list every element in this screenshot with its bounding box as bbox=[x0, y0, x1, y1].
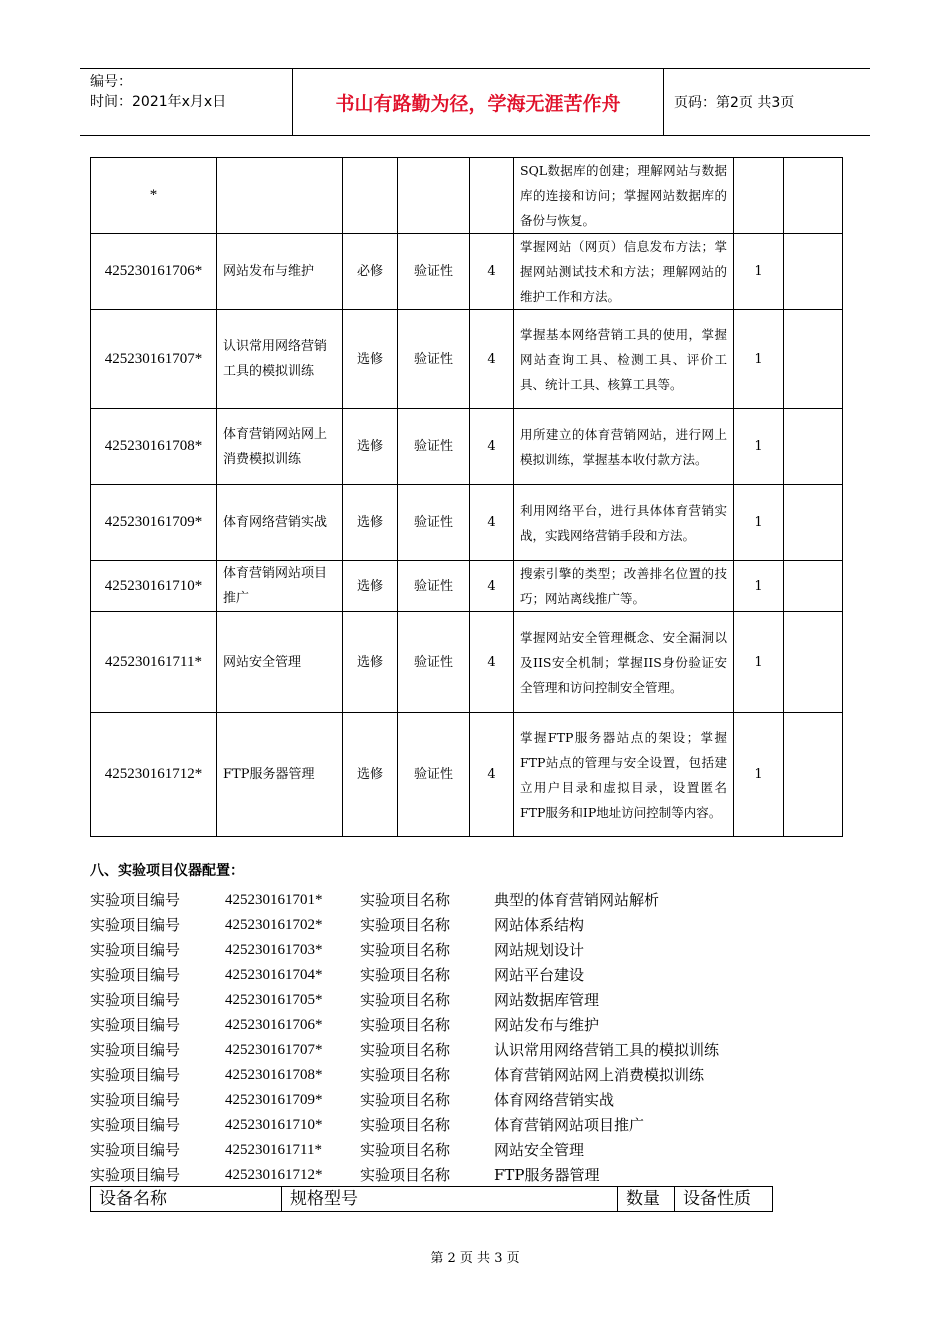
project-content-cell: 掌握基本网络营销工具的使用，掌握网站查询工具、检测工具、评价工具、统计工具、核算工具等。 bbox=[514, 310, 734, 409]
table-row bbox=[91, 310, 843, 409]
project-id: 425230161701* bbox=[225, 892, 323, 908]
header-page-label: 页码：第2页 共3页 bbox=[674, 95, 795, 111]
project-name: FTP服务器管理 bbox=[494, 1166, 600, 1184]
project-extra-cell bbox=[784, 485, 843, 561]
list-item bbox=[90, 938, 790, 963]
equipment-header-row bbox=[91, 1187, 773, 1212]
project-name-cell: FTP服务器管理 bbox=[217, 713, 343, 837]
table-row bbox=[91, 409, 843, 485]
project-list bbox=[90, 888, 790, 1188]
project-id-cell: 425230161708* bbox=[91, 409, 217, 485]
project-category-cell: 验证性 bbox=[398, 409, 470, 485]
project-category-cell: 验证性 bbox=[398, 561, 470, 612]
project-id-cell: * bbox=[91, 158, 217, 234]
project-extra-cell bbox=[784, 561, 843, 612]
project-name-cell: 网站安全管理 bbox=[217, 612, 343, 713]
project-name-label: 实验项目名称 bbox=[360, 1016, 451, 1034]
project-name: 体育营销网站项目推广 bbox=[494, 1116, 645, 1134]
project-content-cell: 掌握网站安全管理概念、安全漏洞以及IIS安全机制；掌握IIS身份验证安全管理和访问控制安全管理。 bbox=[514, 612, 734, 713]
project-id-cell: 425230161709* bbox=[91, 485, 217, 561]
project-groups-cell: 1 bbox=[734, 310, 784, 409]
project-hours-cell: 4 bbox=[470, 713, 514, 837]
project-id: 425230161708* bbox=[225, 1067, 323, 1083]
project-id: 425230161712* bbox=[225, 1167, 323, 1183]
project-id-cell: 425230161712* bbox=[91, 713, 217, 837]
project-extra-cell bbox=[784, 158, 843, 234]
equipment-name-header: 设备名称 bbox=[91, 1187, 282, 1212]
project-hours-cell: 4 bbox=[470, 310, 514, 409]
project-name: 网站发布与维护 bbox=[494, 1016, 600, 1034]
project-type-cell: 选修 bbox=[343, 409, 398, 485]
project-groups-cell: 1 bbox=[734, 409, 784, 485]
project-category-cell: 验证性 bbox=[398, 713, 470, 837]
project-content-cell: 用所建立的体育营销网站，进行网上模拟训练，掌握基本收付款方法。 bbox=[514, 409, 734, 485]
project-type-cell bbox=[343, 158, 398, 234]
project-name-label: 实验项目名称 bbox=[360, 966, 451, 984]
project-id-label: 实验项目编号 bbox=[90, 1041, 181, 1059]
date-line: 时间：2021年x月x日 bbox=[90, 94, 227, 110]
project-content-cell: 掌握FTP服务器站点的架设；掌握FTP站点的管理与安全设置，包括建立用户目录和虚拟目录，设置匿名FTP服务和IP地址访问控制等内容。 bbox=[514, 713, 734, 837]
project-name-label: 实验项目名称 bbox=[360, 991, 451, 1009]
project-name-label: 实验项目名称 bbox=[360, 1091, 451, 1109]
project-id: 425230161711* bbox=[225, 1142, 322, 1158]
project-id-label: 实验项目编号 bbox=[90, 1141, 181, 1159]
project-type-cell: 必修 bbox=[343, 234, 398, 310]
table-row bbox=[91, 561, 843, 612]
project-name-cell bbox=[217, 158, 343, 234]
project-extra-cell bbox=[784, 234, 843, 310]
project-name-cell: 认识常用网络营销工具的模拟训练 bbox=[217, 310, 343, 409]
project-name: 网站体系结构 bbox=[494, 916, 585, 934]
page-footer: 第 2 页 共 3 页 bbox=[430, 1251, 520, 1266]
project-id-label: 实验项目编号 bbox=[90, 1166, 181, 1184]
table-row bbox=[91, 713, 843, 837]
project-id-label: 实验项目编号 bbox=[90, 916, 181, 934]
project-id: 425230161702* bbox=[225, 917, 323, 933]
project-extra-cell bbox=[784, 310, 843, 409]
project-content-cell: SQL数据库的创建；理解网站与数据库的连接和访问；掌握网站数据库的备份与恢复。 bbox=[514, 158, 734, 234]
list-item bbox=[90, 1113, 790, 1138]
project-name: 网站安全管理 bbox=[494, 1141, 585, 1159]
project-hours-cell: 4 bbox=[470, 485, 514, 561]
equipment-nature-header: 设备性质 bbox=[675, 1187, 773, 1212]
list-item bbox=[90, 1088, 790, 1113]
project-name-label: 实验项目名称 bbox=[360, 941, 451, 959]
project-name-cell: 体育营销网站网上消费模拟训练 bbox=[217, 409, 343, 485]
project-id-label: 实验项目编号 bbox=[90, 991, 181, 1009]
equipment-model-header: 规格型号 bbox=[282, 1187, 618, 1212]
project-name: 体育网络营销实战 bbox=[494, 1091, 615, 1109]
project-name-label: 实验项目名称 bbox=[360, 1116, 451, 1134]
project-hours-cell: 4 bbox=[470, 612, 514, 713]
project-id-label: 实验项目编号 bbox=[90, 1016, 181, 1034]
project-content-cell: 利用网络平台，进行具体体育营销实战，实践网络营销手段和方法。 bbox=[514, 485, 734, 561]
project-name-label: 实验项目名称 bbox=[360, 891, 451, 909]
project-groups-cell bbox=[734, 158, 784, 234]
project-id: 425230161703* bbox=[225, 942, 323, 958]
project-id-cell: 425230161710* bbox=[91, 561, 217, 612]
table-row bbox=[91, 612, 843, 713]
project-type-cell: 选修 bbox=[343, 713, 398, 837]
project-category-cell: 验证性 bbox=[398, 234, 470, 310]
project-name: 网站数据库管理 bbox=[494, 991, 600, 1009]
project-name-label: 实验项目名称 bbox=[360, 1141, 451, 1159]
list-item bbox=[90, 988, 790, 1013]
project-name-label: 实验项目名称 bbox=[360, 916, 451, 934]
project-id: 425230161709* bbox=[225, 1092, 323, 1108]
project-name: 网站平台建设 bbox=[494, 966, 585, 984]
project-content-cell: 搜索引擎的类型；改善排名位置的技巧；网站离线推广等。 bbox=[514, 561, 734, 612]
project-id: 425230161707* bbox=[225, 1042, 323, 1058]
project-category-cell bbox=[398, 158, 470, 234]
project-extra-cell bbox=[784, 713, 843, 837]
project-groups-cell: 1 bbox=[734, 561, 784, 612]
list-item bbox=[90, 913, 790, 938]
project-name-cell: 体育营销网站项目推广 bbox=[217, 561, 343, 612]
section-title: 八、实验项目仪器配置： bbox=[90, 863, 244, 879]
project-type-cell: 选修 bbox=[343, 485, 398, 561]
project-type-cell: 选修 bbox=[343, 561, 398, 612]
list-item bbox=[90, 1013, 790, 1038]
table-row bbox=[91, 234, 843, 310]
equipment-table bbox=[90, 1186, 773, 1212]
table-row bbox=[91, 485, 843, 561]
equipment-quantity-header: 数量 bbox=[618, 1187, 675, 1212]
experiment-table bbox=[90, 157, 843, 837]
project-id-label: 实验项目编号 bbox=[90, 1066, 181, 1084]
list-item bbox=[90, 1138, 790, 1163]
project-extra-cell bbox=[784, 612, 843, 713]
project-id-cell: 425230161711* bbox=[91, 612, 217, 713]
project-groups-cell: 1 bbox=[734, 612, 784, 713]
list-item bbox=[90, 1163, 790, 1188]
project-name: 体育营销网站网上消费模拟训练 bbox=[494, 1066, 705, 1084]
project-name: 认识常用网络营销工具的模拟训练 bbox=[494, 1041, 720, 1059]
project-groups-cell: 1 bbox=[734, 234, 784, 310]
project-id-label: 实验项目编号 bbox=[90, 1091, 181, 1109]
project-id-cell: 425230161706* bbox=[91, 234, 217, 310]
project-extra-cell bbox=[784, 409, 843, 485]
number-label: 编号： bbox=[90, 74, 132, 90]
header-motto: 书山有路勤为径，学海无涯苦作舟 bbox=[292, 69, 664, 135]
project-id: 425230161706* bbox=[225, 1017, 323, 1033]
project-hours-cell: 4 bbox=[470, 561, 514, 612]
project-id: 425230161704* bbox=[225, 967, 323, 983]
project-id: 425230161705* bbox=[225, 992, 323, 1008]
project-id: 425230161710* bbox=[225, 1117, 323, 1133]
project-id-label: 实验项目编号 bbox=[90, 891, 181, 909]
project-groups-cell: 1 bbox=[734, 713, 784, 837]
project-id-label: 实验项目编号 bbox=[90, 966, 181, 984]
list-item bbox=[90, 1038, 790, 1063]
project-type-cell: 选修 bbox=[343, 310, 398, 409]
project-category-cell: 验证性 bbox=[398, 612, 470, 713]
project-id-label: 实验项目编号 bbox=[90, 941, 181, 959]
project-hours-cell bbox=[470, 158, 514, 234]
table-row bbox=[91, 158, 843, 234]
list-item bbox=[90, 1063, 790, 1088]
project-name-cell: 体育网络营销实战 bbox=[217, 485, 343, 561]
project-id-cell: 425230161707* bbox=[91, 310, 217, 409]
project-name-label: 实验项目名称 bbox=[360, 1166, 451, 1184]
project-name-label: 实验项目名称 bbox=[360, 1041, 451, 1059]
project-category-cell: 验证性 bbox=[398, 485, 470, 561]
list-item bbox=[90, 888, 790, 913]
project-hours-cell: 4 bbox=[470, 409, 514, 485]
project-groups-cell: 1 bbox=[734, 485, 784, 561]
project-hours-cell: 4 bbox=[470, 234, 514, 310]
project-type-cell: 选修 bbox=[343, 612, 398, 713]
header-meta bbox=[80, 69, 292, 135]
project-content-cell: 掌握网站（网页）信息发布方法；掌握网站测试技术和方法；理解网站的维护工作和方法。 bbox=[514, 234, 734, 310]
project-name: 典型的体育营销网站解析 bbox=[494, 891, 660, 909]
project-name-cell: 网站发布与维护 bbox=[217, 234, 343, 310]
project-name: 网站规划设计 bbox=[494, 941, 585, 959]
list-item bbox=[90, 963, 790, 988]
project-id-label: 实验项目编号 bbox=[90, 1116, 181, 1134]
page-header bbox=[80, 68, 870, 136]
project-category-cell: 验证性 bbox=[398, 310, 470, 409]
project-name-label: 实验项目名称 bbox=[360, 1066, 451, 1084]
